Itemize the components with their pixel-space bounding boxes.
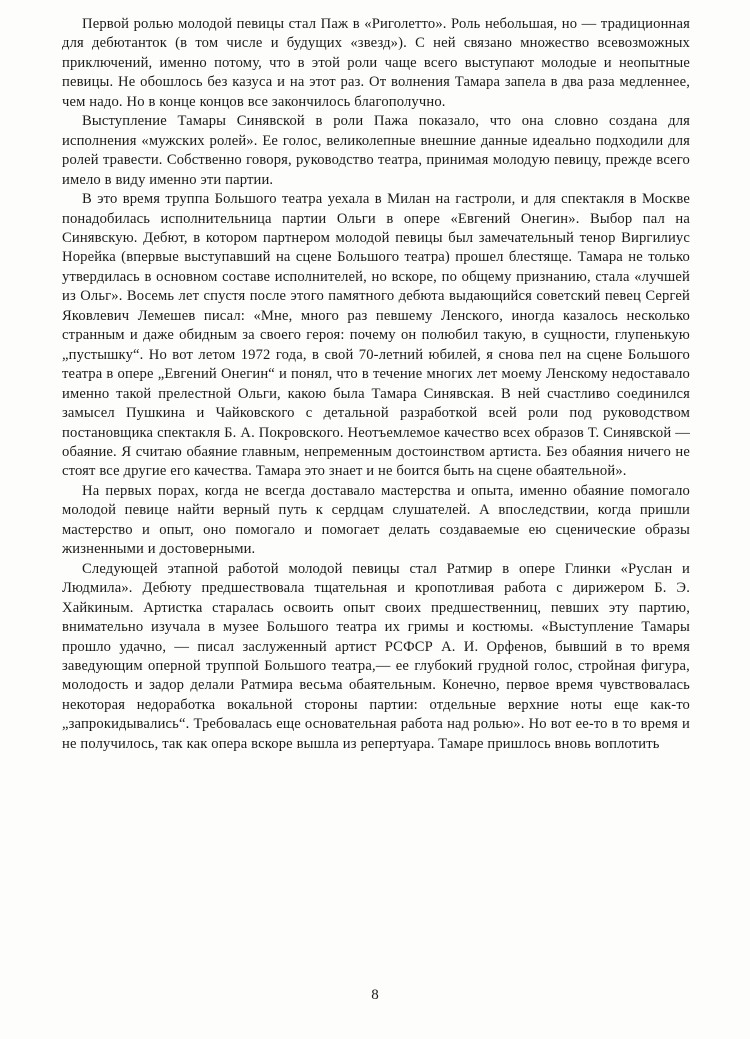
- body-text: [62, 15, 690, 754]
- paragraph-3: В это время труппа Большого театра уехала в Милан на гастроли, и для спектакля в Москве понадобилась исполнительница партии Ольги в опере «Евгений Онегин». Выбор пал на Синявскую. Дебют, в котором партнером молодой певицы был замечательный тенор Виргилиус Норейка (впервые выступавший на сцене Большого театра) прошел блестяще. Тамара не только утвердилась в основном составе исполнителей, но вскоре, по общему признанию, стала «лучшей из Ольг». Восемь лет спустя после этого памятного дебюта выдающийся советский певец Сергей Яковлевич Лемешев писал: «Мне, много раз певшему Ленского, иногда казалось несколько странным и даже обидным за своего героя: почему он полюбил такую, в сущности, глупенькую „пустышку“. Но вот летом 1972 года, в свой 70-летний юбилей, я снова пел на сцене Большого театра в опере „Евгений Онегин“ и понял, что в течение многих лет моему Ленскому недоставало именно такой прелестной Ольги, какою была Тамара Синявская. В ней счастливо соединился замысел Пушкина и Чайковского с детальной разработкой всей роли под руководством постановщика спектакля Б. А. Покровского. Неотъемлемое качество всех образов Т. Синявской — обаяние. Я считаю обаяние главным, непременным достоинством артиста. Без обаяния ничего не стоят все другие его качества. Тамара это знает и не боится быть на сцене обаятельной».: [62, 191, 690, 480]
- page-number: 8: [371, 987, 379, 1003]
- paragraph-2: Выступление Тамары Синявской в роли Пажа показало, что она словно создана для исполнения «мужских ролей». Ее голос, великолепные внешние данные идеально подходили для ролей травести. Собственно говоря, руководство театра, принимая молодую певицу, прежде всего имело в виду именно эти партии.: [62, 113, 690, 188]
- paragraph-4: На первых порах, когда не всегда доставало мастерства и опыта, именно обаяние помогало молодой певице найти верный путь к сердцам слушателей. А впоследствии, когда пришли мастерство и опыт, оно помогало и помогает делать создаваемые ею сценические образы жизненными и достоверными.: [62, 482, 690, 558]
- paragraph-5: Следующей этапной работой молодой певицы стал Ратмир в опере Глинки «Руслан и Людмила». Дебюту предшествовала тщательная и кропотливая работа с дирижером Б. Э. Хайкиным. Артистка старалась освоить опыт своих предшественниц, певших эту партию, внимательно изучала в музее Большого театра их гримы и костюмы. «Выступление Тамары прошло удачно, — писал заслуженный артист РСФСР А. И. Орфенов, бывший в то время заведующим оперной труппой Большого театра,— ее глубокий грудной голос, стройная фигура, молодость и задор делали Ратмира весьма обаятельным. Конечно, первое время чувствовалась некоторая недоработка вокальной стороны партии: отдельные верхние ноты еще как-то „запрокидывались“. Требовалась еще основательная работа над ролью». Но вот ее-то в то время и не получилось, так как опера вскоре вышла из репертуара. Тамаре пришлось вновь воплотить: [62, 560, 690, 752]
- paragraph-1: Первой ролью молодой певицы стал Паж в «Риголетто». Роль небольшая, но — традиционная для дебютанток (в том числе и будущих «звезд»). С ней связано множество всевозможных приключений, именно потому, что в этой роли чаще всего выступают молодые и неопытные певицы. Не обошлось без казуса и на этот раз. От волнения Тамара запела в два раза медленнее, чем надо. Но в конце концов все закончилось благополучно.: [62, 16, 690, 110]
